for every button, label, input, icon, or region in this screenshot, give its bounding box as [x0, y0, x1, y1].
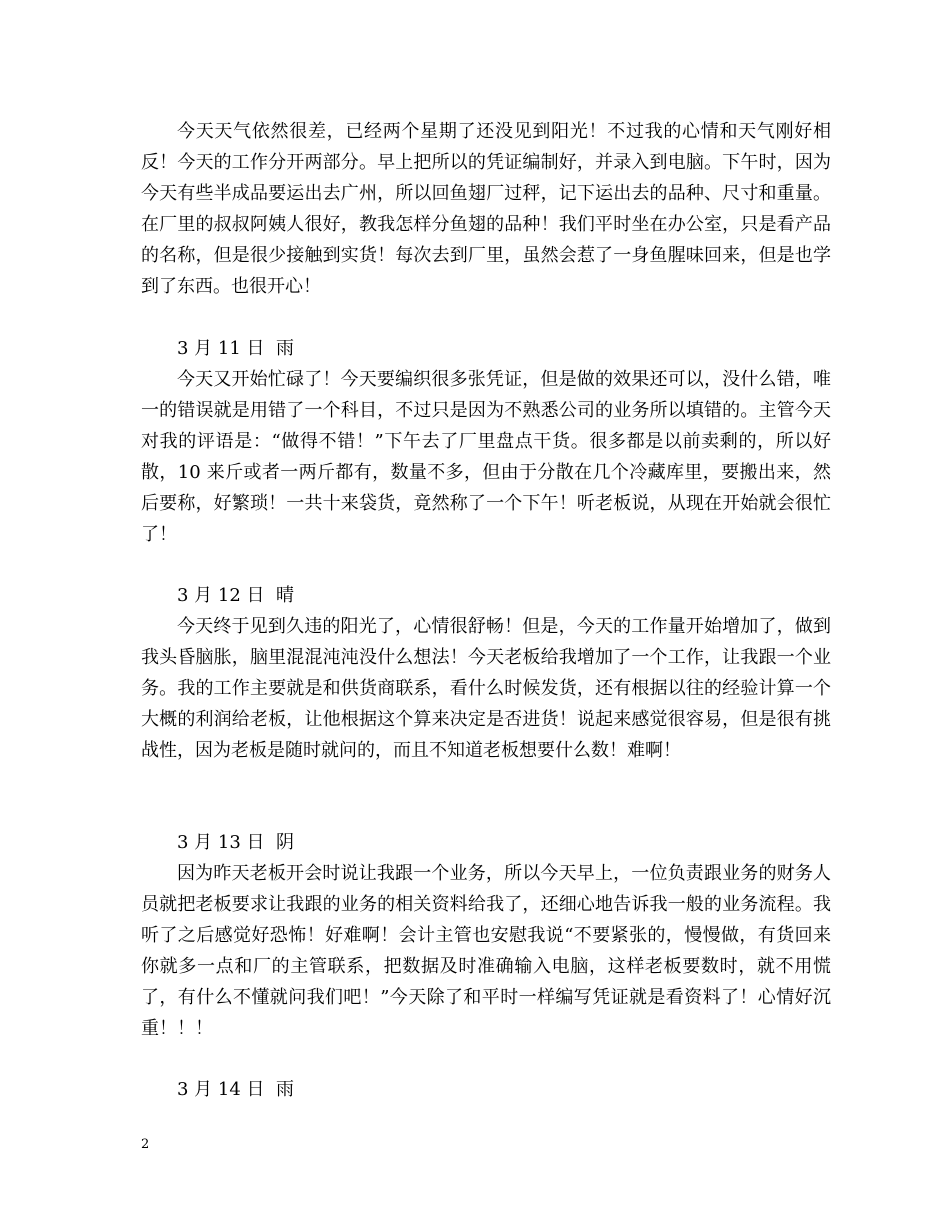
date-heading-mar-13: 3 月 13 日 阴: [177, 832, 294, 853]
paragraph-mar-12: 今天终于见到久违的阳光了，心情很舒畅！但是，今天的工作量开始增加了，做到我头昏脑胀，脑里混混沌沌没什么想法！今天老板给我增加了一个工作，让我跟一个业务。我的工作主要就是和供货商联系，看什么时候发货，还有根据以往的经验计算一个大概的利润给老板，让他根据这个算来决定是否进货！说起来感觉很容易，但是很有挑战性，因为老板是随时就问的，而且不知道老板想要什么数！难啊！: [141, 616, 831, 761]
date-heading-mar-12: 3 月 12 日 晴: [177, 585, 294, 606]
paragraph-mar-13: 因为昨天老板开会时说让我跟一个业务，所以今天早上，一位负责跟业务的财务人员就把老板要求让我跟的业务的相关资料给我了，还细心地告诉我一般的业务流程。我听了之后感觉好恐怖！好难啊！会计主管也安慰我说“不要紧张的，慢慢做，有货回来你就多一点和厂的主管联系，把数据及时准确输入电脑，这样老板要数时，就不用慌了，有什么不懂就问我们吧！”今天除了和平时一样编写凭证就是看资料了！心情好沉重！！！: [141, 863, 831, 1039]
page-number: 2: [141, 1137, 150, 1152]
paragraph-mar-11: 今天又开始忙碌了！今天要编织很多张凭证，但是做的效果还可以，没什么错，唯一的错误就是用错了一个科目，不过只是因为不熟悉公司的业务所以填错的。主管今天对我的评语是：“做得不错！”下午去了厂里盘点干货。很多都是以前卖剩的，所以好散，10 来斤或者一两斤都有，数量不多，但由于分散在几个冷藏库里，要搬出来，然后要称，好繁琐！一共十来袋货，竟然称了一个下午！听老板说，从现在开始就会很忙了！: [141, 369, 831, 545]
date-heading-mar-11: 3 月 11 日 雨: [177, 338, 294, 359]
date-heading-mar-14: 3 月 14 日 雨: [177, 1079, 294, 1100]
paragraph-intro: 今天天气依然很差，已经两个星期了还没见到阳光！不过我的心情和天气刚好相反！今天的工作分开两部分。早上把所以的凭证编制好，并录入到电脑。下午时，因为今天有些半成品要运出去广州，所以回鱼翅厂过秤，记下运出去的品种、尺寸和重量。在厂里的叔叔阿姨人很好，教我怎样分鱼翅的品种！我们平时坐在办公室，只是看产品的名称，但是很少接触到实货！每次去到厂里，虽然会惹了一身鱼腥味回来，但是也学到了东西。也很开心！: [141, 121, 831, 297]
